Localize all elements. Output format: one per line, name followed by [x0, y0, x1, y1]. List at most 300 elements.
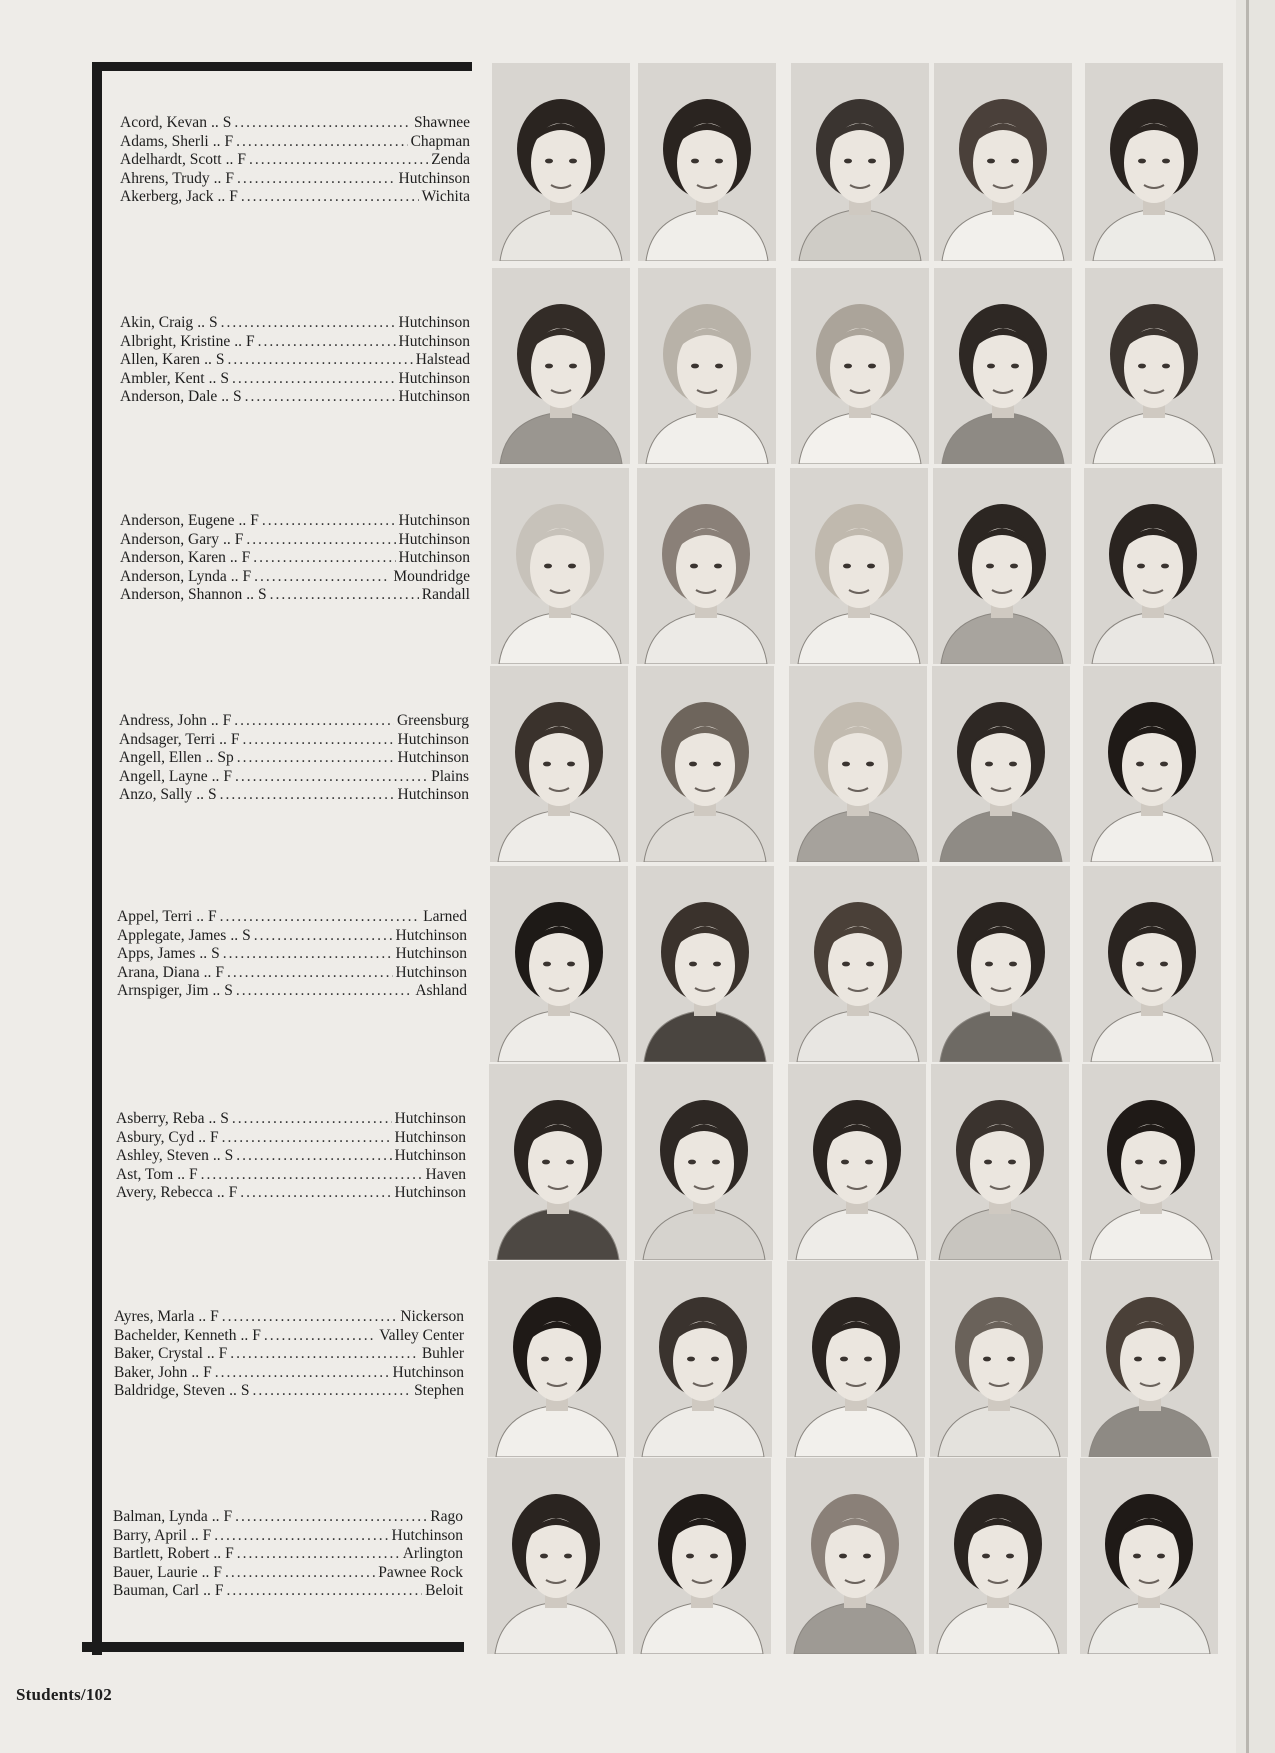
student-portrait: [1083, 866, 1221, 1062]
portrait-silhouette: [492, 63, 630, 261]
portrait-silhouette: [490, 666, 628, 862]
portrait-silhouette: [1084, 468, 1222, 664]
student-portrait: [790, 468, 928, 664]
student-class: F: [225, 1545, 234, 1562]
dot-leader: [232, 1110, 392, 1129]
dot-leader: [222, 1129, 392, 1148]
dot-leader: [214, 1527, 388, 1546]
student-class: F: [223, 1508, 233, 1525]
entry-separator: ..: [211, 767, 220, 785]
dot-leader: [254, 568, 390, 587]
student-class: F: [209, 1128, 219, 1146]
student-entry: [116, 1184, 466, 1203]
student-name: Acord, Kevan: [120, 114, 207, 131]
student-portrait: [1080, 1458, 1218, 1654]
portrait-silhouette: [787, 1261, 925, 1457]
student-name: Barry, April: [113, 1526, 187, 1544]
entry-separator: ..: [198, 1128, 206, 1146]
student-portrait: [1081, 1261, 1219, 1457]
student-hometown: Hutchinson: [398, 369, 470, 387]
dot-leader: [241, 188, 419, 207]
student-class: F: [203, 1363, 212, 1381]
portrait-silhouette: [490, 866, 628, 1062]
student-entry: [119, 731, 469, 750]
student-name: Ashley, Steven: [116, 1147, 209, 1164]
student-class: S: [207, 786, 217, 803]
student-hometown: Hutchinson: [395, 945, 467, 962]
student-hometown: Hutchinson: [394, 1110, 466, 1127]
portrait-silhouette: [929, 1458, 1067, 1654]
student-portrait: [932, 666, 1070, 862]
student-hometown: Pawnee Rock: [378, 1563, 463, 1581]
student-class: F: [215, 963, 224, 981]
entry-separator: ..: [229, 549, 238, 566]
portrait-silhouette: [638, 268, 776, 464]
student-portrait: [491, 468, 629, 664]
portrait-silhouette: [636, 866, 774, 1062]
student-class: F: [214, 1582, 224, 1599]
dot-leader: [223, 945, 393, 964]
portrait-silhouette: [789, 866, 927, 1062]
entry-separator: ..: [177, 1165, 185, 1183]
entry-separator: ..: [208, 369, 217, 387]
dot-leader: [262, 512, 396, 531]
student-hometown: Hutchinson: [394, 1147, 466, 1164]
student-hometown: Hutchinson: [398, 314, 470, 331]
frame-rule-left: [92, 62, 102, 1655]
student-entry: [119, 786, 469, 805]
student-class: F: [223, 767, 233, 785]
student-hometown: Nickerson: [400, 1308, 464, 1325]
student-entry: [119, 712, 469, 731]
student-class: F: [218, 1345, 228, 1362]
student-entry: [120, 114, 470, 133]
entry-separator: ..: [238, 512, 247, 529]
student-class: F: [224, 132, 234, 150]
student-entry: [114, 1364, 464, 1383]
student-hometown: Larned: [423, 908, 467, 925]
page-binding-line: [1246, 0, 1249, 1753]
student-class: F: [242, 567, 252, 585]
student-class: S: [224, 982, 233, 999]
student-class: F: [188, 1165, 198, 1183]
student-portrait: [636, 666, 774, 862]
student-name: Ayres, Marla: [114, 1308, 195, 1325]
student-name: Adelhardt, Scott: [120, 151, 222, 168]
portrait-silhouette: [932, 666, 1070, 862]
student-hometown: Hutchinson: [394, 1128, 466, 1146]
student-entry: [117, 927, 467, 946]
dot-leader: [237, 170, 396, 189]
student-name: Baker, John: [114, 1363, 188, 1381]
student-portrait: [788, 1064, 926, 1260]
student-entry: [120, 170, 470, 189]
student-name: Balman, Lynda: [113, 1508, 208, 1525]
dot-leader: [270, 586, 419, 605]
dot-leader: [221, 314, 396, 333]
student-hometown: Hutchinson: [398, 549, 470, 566]
portrait-silhouette: [635, 1064, 773, 1260]
student-portrait: [492, 63, 630, 261]
entry-separator: ..: [217, 188, 226, 205]
student-entry: [119, 768, 469, 787]
entry-separator: ..: [201, 1563, 210, 1581]
entry-separator: ..: [229, 1382, 237, 1399]
entry-separator: ..: [246, 586, 255, 603]
portrait-silhouette: [491, 468, 629, 664]
dot-leader: [258, 333, 396, 352]
entry-separator: ..: [216, 1184, 225, 1201]
entry-separator: ..: [199, 945, 208, 962]
student-entry: [113, 1545, 463, 1564]
portrait-silhouette: [634, 1261, 772, 1457]
portrait-silhouette: [492, 268, 630, 464]
dot-leader: [237, 1545, 400, 1564]
student-hometown: Hutchinson: [398, 169, 470, 187]
student-portrait: [930, 1261, 1068, 1457]
student-class: S: [208, 314, 218, 331]
portrait-silhouette: [637, 468, 775, 664]
entry-separator: ..: [212, 132, 221, 150]
portrait-silhouette: [1083, 866, 1221, 1062]
student-name: Baldridge, Steven: [114, 1382, 226, 1399]
student-entry: [120, 133, 470, 152]
student-portrait: [789, 666, 927, 862]
entry-separator: ..: [190, 1526, 199, 1544]
student-hometown: Hutchinson: [397, 730, 469, 748]
student-name: Apps, James: [117, 945, 196, 962]
entry-separator: ..: [196, 908, 204, 925]
portrait-silhouette: [487, 1458, 625, 1654]
student-name: Bauman, Carl: [113, 1582, 200, 1599]
dot-leader: [220, 786, 395, 805]
entry-separator: ..: [208, 1110, 217, 1127]
student-hometown: Greensburg: [396, 712, 469, 729]
student-hometown: Beloit: [425, 1582, 463, 1599]
student-class: S: [224, 1147, 234, 1164]
entry-separator: ..: [223, 530, 231, 548]
student-class: S: [215, 351, 225, 368]
student-name: Bartlett, Robert: [113, 1545, 210, 1562]
student-hometown: Wichita: [421, 188, 470, 205]
student-hometown: Haven: [425, 1165, 466, 1183]
student-class: S: [242, 926, 251, 944]
student-hometown: Buhler: [421, 1345, 464, 1362]
student-class: F: [250, 512, 259, 529]
dot-leader: [235, 1508, 427, 1527]
student-name: Arnspiger, Jim: [117, 982, 209, 999]
entry-separator: ..: [191, 1363, 200, 1381]
dot-leader: [236, 982, 412, 1001]
student-name: Adams, Sherli: [120, 132, 209, 150]
student-entry: [117, 982, 467, 1001]
student-name: Anderson, Eugene: [120, 512, 235, 529]
entry-separator: ..: [213, 1545, 222, 1562]
student-name: Applegate, James: [117, 926, 227, 944]
student-class: F: [230, 730, 240, 748]
student-name: Asbury, Cyd: [116, 1128, 195, 1146]
student-entry: [120, 333, 470, 352]
student-portrait: [934, 63, 1072, 261]
student-entry: [120, 188, 470, 207]
student-entry: [120, 314, 470, 333]
student-portrait: [1084, 468, 1222, 664]
student-class: Sp: [217, 749, 234, 766]
student-hometown: Chapman: [410, 132, 470, 150]
dot-leader: [240, 1184, 391, 1203]
student-name: Ast, Tom: [116, 1165, 174, 1183]
dot-leader: [243, 731, 395, 750]
student-portrait: [1085, 268, 1223, 464]
student-portrait: [929, 1458, 1067, 1654]
entry-separator: ..: [212, 1147, 221, 1164]
portrait-silhouette: [638, 63, 776, 261]
portrait-silhouette: [788, 1064, 926, 1260]
dot-leader: [234, 114, 411, 133]
student-hometown: Plains: [431, 767, 469, 785]
student-class: F: [237, 151, 246, 168]
student-entry: [117, 964, 467, 983]
student-hometown: Hutchinson: [398, 530, 470, 548]
student-hometown: Stephen: [414, 1382, 464, 1399]
student-class: F: [234, 530, 244, 548]
name-list: [114, 1308, 464, 1401]
portrait-silhouette: [786, 1458, 924, 1654]
student-entry: [116, 1110, 466, 1129]
student-entry: [120, 151, 470, 170]
student-hometown: Hutchinson: [391, 1526, 463, 1544]
student-name: Asberry, Reba: [116, 1110, 205, 1127]
portrait-silhouette: [933, 468, 1071, 664]
dot-leader: [201, 1166, 423, 1185]
student-entry: [119, 749, 469, 768]
student-portrait: [789, 866, 927, 1062]
student-portrait: [488, 1261, 626, 1457]
dot-leader: [227, 351, 412, 370]
student-class: F: [252, 1326, 261, 1344]
student-portrait: [787, 1261, 925, 1457]
entry-separator: ..: [196, 786, 204, 803]
entry-separator: ..: [240, 1326, 249, 1344]
entry-separator: ..: [219, 730, 227, 748]
student-class: S: [258, 586, 267, 603]
dot-leader: [222, 1308, 398, 1327]
entry-separator: ..: [230, 567, 239, 585]
student-portrait: [934, 268, 1072, 464]
student-portrait: [933, 468, 1071, 664]
student-class: S: [233, 388, 242, 405]
portrait-silhouette: [791, 268, 929, 464]
student-hometown: Ashland: [415, 982, 467, 999]
dot-leader: [235, 768, 428, 787]
student-entry: [113, 1564, 463, 1583]
student-hometown: Valley Center: [379, 1326, 464, 1344]
dot-leader: [226, 1582, 422, 1601]
dot-leader: [234, 712, 394, 731]
student-class: F: [210, 1308, 219, 1325]
student-name: Anderson, Lynda: [120, 567, 227, 585]
student-entry: [120, 370, 470, 389]
entry-separator: ..: [212, 982, 221, 999]
student-class: F: [222, 712, 232, 729]
student-hometown: Hutchinson: [397, 786, 469, 803]
student-class: S: [220, 1110, 229, 1127]
student-portrait: [1085, 63, 1223, 261]
student-entry: [117, 945, 467, 964]
student-entry: [113, 1582, 463, 1601]
student-portrait: [492, 268, 630, 464]
portrait-silhouette: [1085, 63, 1223, 261]
entry-separator: ..: [203, 1582, 211, 1599]
student-name: Bauer, Laurie: [113, 1563, 198, 1581]
student-hometown: Hutchinson: [397, 749, 469, 766]
entry-separator: ..: [205, 749, 214, 766]
student-name: Angell, Ellen: [119, 749, 202, 766]
student-entry: [120, 351, 470, 370]
student-class: F: [245, 332, 255, 350]
dot-leader: [249, 151, 428, 170]
student-class: F: [241, 549, 251, 566]
student-name: Anderson, Gary: [120, 530, 220, 548]
student-entry: [120, 531, 470, 550]
student-hometown: Hutchinson: [392, 1363, 464, 1381]
student-name: Anderson, Shannon: [120, 586, 243, 603]
student-hometown: Hutchinson: [394, 1184, 466, 1201]
student-hometown: Randall: [421, 586, 470, 603]
name-list: [113, 1508, 463, 1601]
student-portrait: [638, 63, 776, 261]
dot-leader: [230, 1345, 419, 1364]
name-list: [120, 512, 470, 605]
student-name: Ambler, Kent: [120, 369, 205, 387]
portrait-silhouette: [934, 268, 1072, 464]
portrait-silhouette: [636, 666, 774, 862]
student-portrait: [633, 1458, 771, 1654]
entry-separator: ..: [204, 351, 212, 368]
student-class: F: [213, 1563, 222, 1581]
portrait-silhouette: [489, 1064, 627, 1260]
portrait-silhouette: [931, 1064, 1069, 1260]
student-entry: [113, 1527, 463, 1546]
student-hometown: Hutchinson: [395, 963, 467, 981]
student-class: F: [208, 908, 217, 925]
student-portrait: [634, 1261, 772, 1457]
student-class: F: [202, 1526, 212, 1544]
student-entry: [114, 1308, 464, 1327]
student-name: Bachelder, Kenneth: [114, 1326, 237, 1344]
student-hometown: Hutchinson: [398, 388, 470, 405]
name-list: [120, 314, 470, 407]
student-portrait: [931, 1064, 1069, 1260]
student-name: Angell, Layne: [119, 767, 208, 785]
student-portrait: [637, 468, 775, 664]
student-entry: [114, 1382, 464, 1401]
name-list: [117, 908, 467, 1001]
student-entry: [116, 1129, 466, 1148]
dot-leader: [215, 1364, 390, 1383]
student-portrait: [1082, 1064, 1220, 1260]
dot-leader: [225, 1564, 375, 1583]
student-name: Anderson, Dale: [120, 388, 218, 405]
student-portrait: [490, 666, 628, 862]
dot-leader: [220, 908, 420, 927]
student-entry: [116, 1147, 466, 1166]
student-class: S: [222, 114, 232, 131]
student-portrait: [791, 268, 929, 464]
frame-rule-bottom: [82, 1642, 464, 1652]
entry-separator: ..: [197, 314, 205, 331]
entry-separator: ..: [225, 151, 234, 168]
student-name: Andsager, Terri: [119, 730, 216, 748]
student-name: Akin, Craig: [120, 314, 194, 331]
student-entry: [116, 1166, 466, 1185]
student-portrait: [932, 866, 1070, 1062]
student-name: Baker, Crystal: [114, 1345, 203, 1362]
frame-rule-top: [92, 62, 472, 71]
student-class: F: [225, 169, 234, 187]
portrait-silhouette: [1083, 666, 1221, 862]
student-hometown: Zenda: [431, 151, 470, 168]
student-hometown: Hutchinson: [398, 332, 470, 350]
student-name: Albright, Kristine: [120, 332, 231, 350]
page-binding-edge: [1236, 0, 1275, 1753]
student-entry: [113, 1508, 463, 1527]
portrait-silhouette: [789, 666, 927, 862]
student-name: Anderson, Karen: [120, 549, 226, 566]
student-hometown: Halstead: [415, 351, 470, 368]
dot-leader: [237, 749, 395, 768]
entry-separator: ..: [198, 1308, 207, 1325]
entry-separator: ..: [230, 926, 239, 944]
name-list: [120, 114, 470, 207]
student-portrait: [636, 866, 774, 1062]
entry-separator: ..: [210, 712, 219, 729]
student-entry: [114, 1327, 464, 1346]
student-portrait: [490, 866, 628, 1062]
student-name: Arana, Diana: [117, 963, 200, 981]
portrait-silhouette: [488, 1261, 626, 1457]
student-hometown: Moundridge: [393, 567, 470, 585]
student-class: S: [211, 945, 220, 962]
student-entry: [120, 549, 470, 568]
entry-separator: ..: [234, 332, 242, 350]
student-name: Avery, Rebecca: [116, 1184, 213, 1201]
student-entry: [117, 908, 467, 927]
dot-leader: [246, 531, 395, 550]
page-folio: Students/102: [16, 1685, 112, 1704]
student-portrait: [489, 1064, 627, 1260]
student-name: Appel, Terri: [117, 908, 193, 925]
portrait-silhouette: [932, 866, 1070, 1062]
dot-leader: [254, 927, 393, 946]
student-name: Allen, Karen: [120, 351, 201, 368]
portrait-silhouette: [1080, 1458, 1218, 1654]
student-name: Anzo, Sally: [119, 786, 193, 803]
portrait-silhouette: [791, 63, 929, 261]
portrait-silhouette: [1085, 268, 1223, 464]
student-portrait: [786, 1458, 924, 1654]
dot-leader: [236, 1147, 391, 1166]
dot-leader: [264, 1327, 376, 1346]
entry-separator: ..: [206, 1345, 215, 1362]
student-hometown: Shawnee: [414, 114, 470, 131]
student-entry: [114, 1345, 464, 1364]
student-entry: [120, 586, 470, 605]
portrait-silhouette: [633, 1458, 771, 1654]
student-class: S: [220, 369, 229, 387]
student-name: Akerberg, Jack: [120, 188, 214, 205]
dot-leader: [253, 549, 395, 568]
